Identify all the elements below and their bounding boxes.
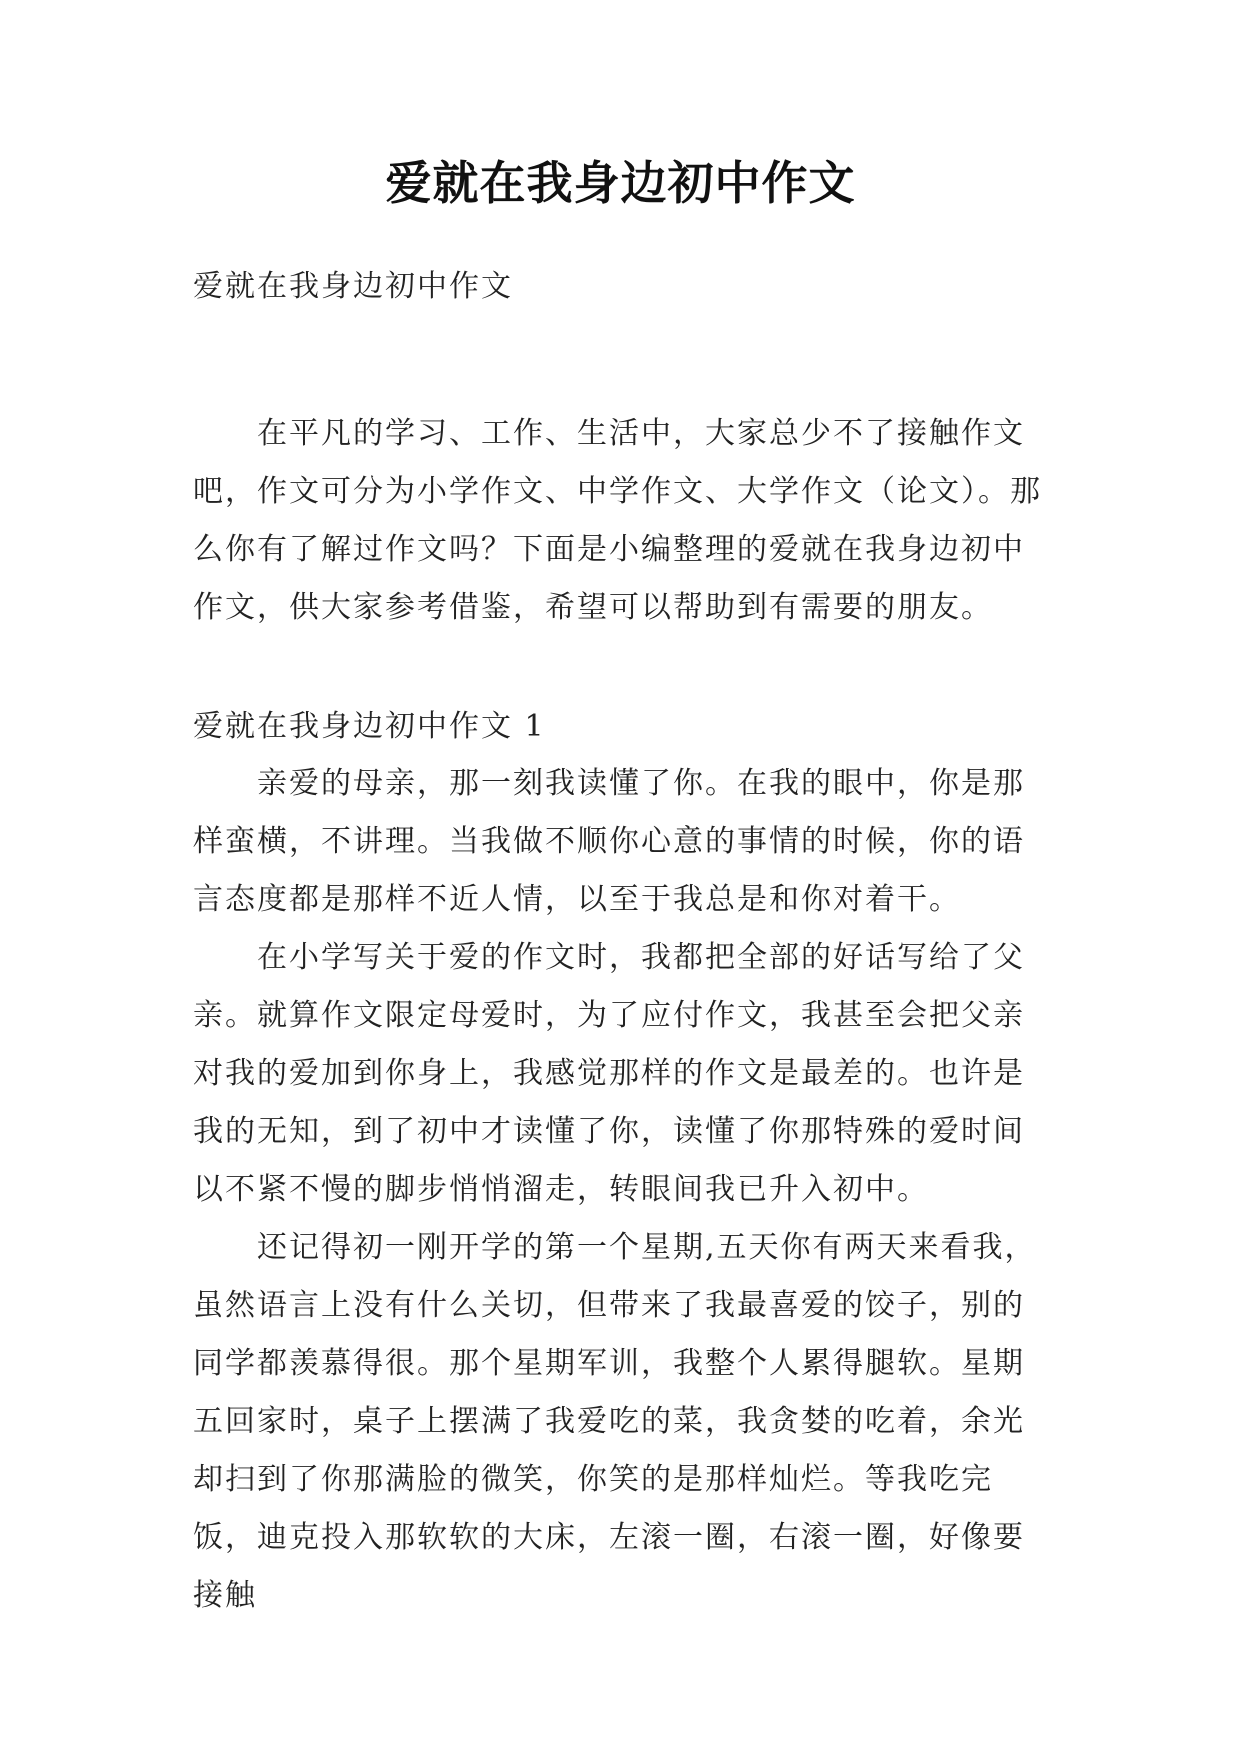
intro-paragraph: 在平凡的学习、工作、生活中，大家总少不了接触作文吧，作文可分为小学作文、中学作文、大学作文（论文）。那么你有了解过作文吗？下面是小编整理的爱就在我身边初中作文，供大家参考借鉴，希望可以帮助到有需要的朋友。 (193, 416, 1042, 625)
section-heading: 爱就在我身边初中作文 1 (193, 709, 546, 744)
essay-paragraph-2: 在小学写关于爱的作文时，我都把全部的好话写给了父亲。就算作文限定母爱时，为了应付作文，我甚至会把父亲对我的爱加到你身上，我感觉那样的作文是最差的。也许是我的无知，到了初中才读懂了你，读懂了你那特殊的爱时间以不紧不慢的脚步悄悄溜走，转眼间我已升入初中。 (193, 940, 1025, 1207)
subtitle-text: 爱就在我身边初中作文 (193, 269, 513, 304)
essay-paragraph-1: 亲爱的母亲，那一刻我读懂了你。在我的眼中，你是那样蛮横，不讲理。当我做不顺你心意的事情的时候，你的语言态度都是那样不近人情，以至于我总是和你对着干。 (193, 766, 1025, 917)
document-title: 爱就在我身边初中作文 (385, 156, 856, 210)
section-heading-block (193, 698, 1051, 756)
intro-block (193, 405, 1051, 637)
document-subtitle (193, 258, 1051, 316)
essay-paragraph-3: 还记得初一刚开学的第一个星期,五天你有两天来看我，虽然语言上没有什么关切，但带来了我最喜爱的饺子，别的同学都羡慕得很。那个星期军训，我整个人累得腿软。星期五回家时，桌子上摆满了我爱吃的菜，我贪婪的吃着，余光却扫到了你那满脸的微笑，你笑的是那样灿烂。等我吃完饭，迪克投入那软软的大床，左滚一圈，右滚一圈，好像要接触 (193, 1230, 1037, 1613)
essay-body (193, 755, 1051, 1625)
